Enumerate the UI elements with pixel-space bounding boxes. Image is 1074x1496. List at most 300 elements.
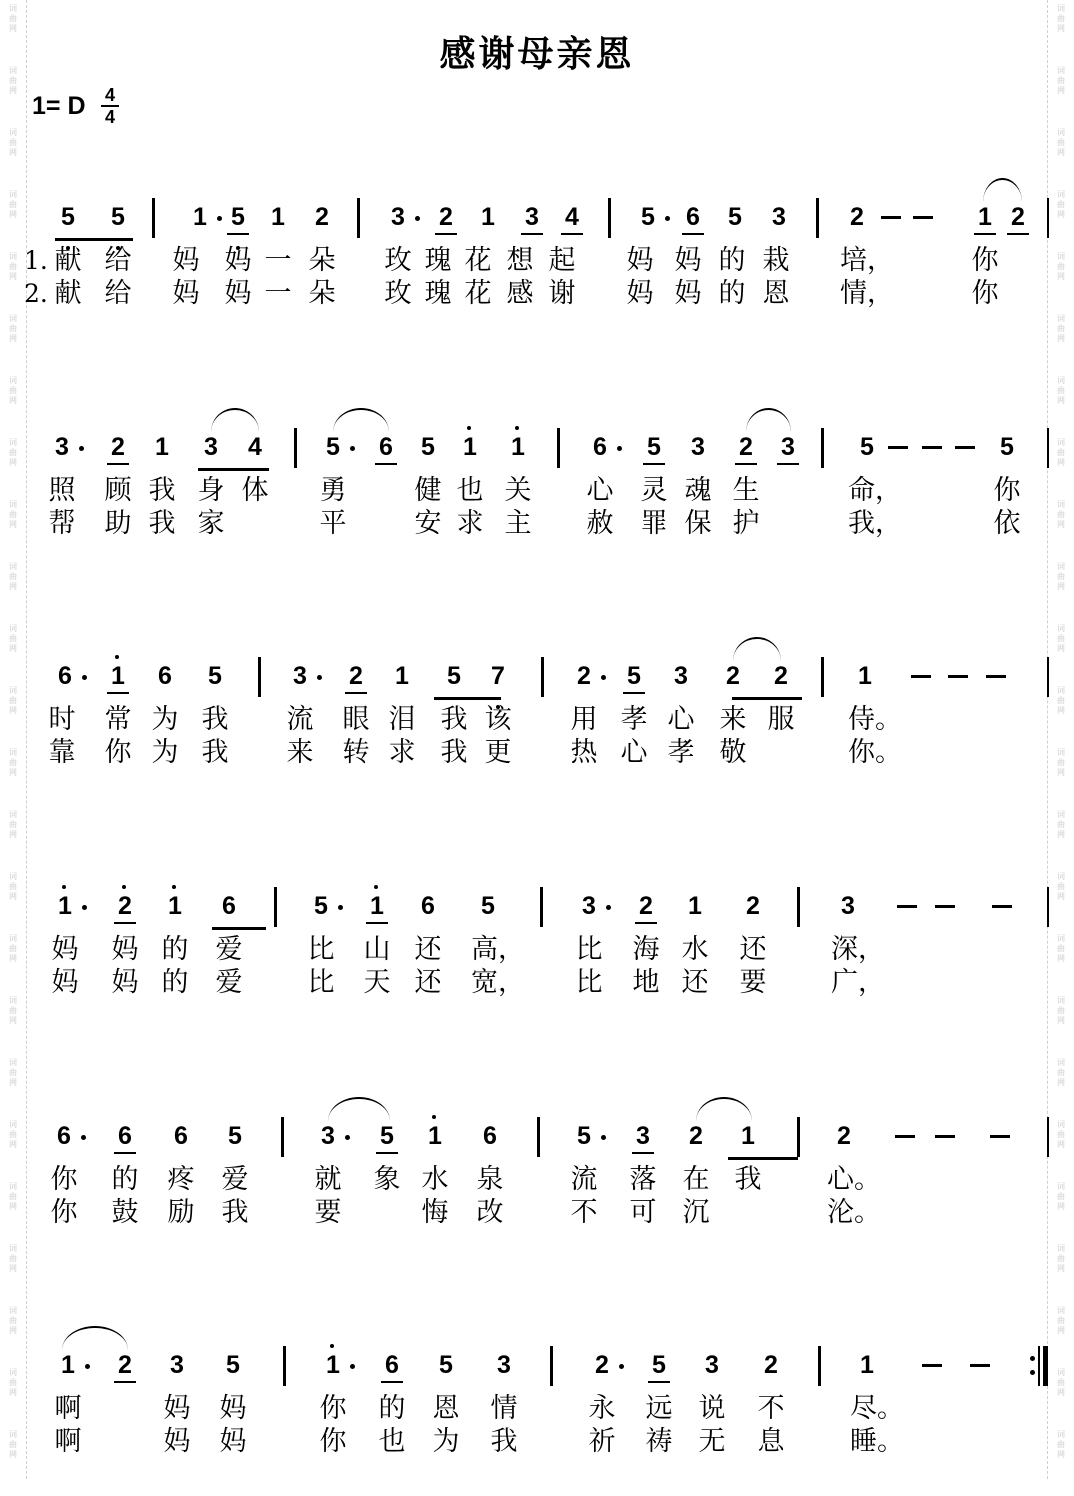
time-signature bbox=[99, 86, 121, 126]
jianpu-note bbox=[640, 432, 668, 468]
note-digit: 1 bbox=[111, 662, 125, 690]
lyric-char: 体 bbox=[241, 475, 269, 506]
lyric-char: 水 bbox=[421, 1164, 449, 1195]
lyric-char: 要 bbox=[314, 1197, 342, 1228]
score-system bbox=[0, 887, 1074, 1037]
jianpu-note bbox=[575, 891, 603, 927]
note-digit: 1 bbox=[271, 203, 285, 231]
slur-arc bbox=[211, 408, 259, 432]
lyric-char: 地 bbox=[632, 967, 660, 998]
jianpu-note bbox=[757, 1350, 785, 1386]
augmentation-dot bbox=[217, 216, 222, 221]
slur-arc bbox=[733, 637, 781, 661]
lyric-char: 赦 bbox=[586, 508, 614, 539]
note-digit: 1 bbox=[395, 662, 409, 690]
barline bbox=[1047, 657, 1049, 697]
lyric-char: 服 bbox=[767, 704, 795, 735]
jianpu-note bbox=[739, 891, 767, 927]
lyric-char: 比 bbox=[575, 934, 603, 965]
watermark-text: 词 曲 网 bbox=[9, 872, 17, 901]
note-digit: 5 bbox=[481, 892, 495, 920]
octave-up-dot bbox=[432, 1115, 436, 1119]
lyric-char: 护 bbox=[732, 508, 760, 539]
lyric-char: 水 bbox=[681, 934, 709, 965]
time-signature-top: 4 bbox=[104, 85, 115, 105]
jianpu-note bbox=[51, 661, 79, 697]
lyric-char: 妈 bbox=[626, 245, 654, 276]
jianpu-note bbox=[50, 1121, 78, 1157]
lyric-char: 宽， bbox=[471, 967, 525, 998]
barline bbox=[1047, 1117, 1049, 1157]
jianpu-note bbox=[224, 202, 252, 238]
jianpu-note bbox=[570, 661, 598, 697]
lyric-char: 用 bbox=[570, 704, 598, 735]
eighth-underline bbox=[114, 922, 136, 924]
watermark-text: 词 曲 网 bbox=[1057, 4, 1065, 33]
jianpu-note bbox=[197, 432, 225, 468]
lyric-char: 眼 bbox=[342, 704, 370, 735]
watermark-text: 词 曲 网 bbox=[1057, 748, 1065, 777]
jianpu-note bbox=[104, 432, 132, 468]
jianpu-note bbox=[684, 432, 712, 468]
lyric-char: 照 bbox=[48, 475, 76, 506]
barline bbox=[608, 198, 611, 238]
lyric-char: 心 bbox=[620, 737, 648, 768]
note-digit: 5 bbox=[326, 433, 340, 461]
lyric-char: 还 bbox=[739, 934, 767, 965]
jianpu-note bbox=[853, 432, 881, 468]
eighth-underline bbox=[521, 233, 543, 235]
jianpu-note bbox=[432, 202, 460, 238]
note-digit: 2 bbox=[349, 662, 363, 690]
lyric-char: 求 bbox=[388, 737, 416, 768]
jianpu-note bbox=[679, 202, 707, 238]
lyric-char: 谢 bbox=[548, 278, 576, 309]
jianpu-note bbox=[201, 661, 229, 697]
sustain-dash bbox=[922, 446, 942, 449]
lyric-char: 妈 bbox=[163, 1426, 191, 1457]
note-digit: 6 bbox=[118, 1122, 132, 1150]
eighth-underline bbox=[375, 463, 397, 465]
eighth-underline bbox=[974, 233, 996, 235]
key-signature: 1= D bbox=[32, 92, 86, 120]
note-digit: 2 bbox=[837, 1122, 851, 1150]
lyric-char: 花 bbox=[464, 278, 492, 309]
note-digit: 2 bbox=[111, 433, 125, 461]
note-digit: 3 bbox=[582, 892, 596, 920]
note-digit: 3 bbox=[525, 203, 539, 231]
jianpu-note bbox=[48, 432, 76, 468]
lyric-char: 比 bbox=[575, 967, 603, 998]
lyric-char: 象 bbox=[373, 1164, 401, 1195]
lyric-char: 想 bbox=[506, 245, 534, 276]
note-digit: 6 bbox=[385, 1351, 399, 1379]
score-system bbox=[0, 1346, 1074, 1496]
lyric-char: 的 bbox=[718, 245, 746, 276]
jianpu-note bbox=[681, 891, 709, 927]
sustain-dash bbox=[986, 675, 1006, 678]
lyric-char: 妈 bbox=[674, 278, 702, 309]
beam-line bbox=[434, 697, 501, 700]
lyric-char: 我 bbox=[490, 1426, 518, 1457]
verse-number: 2. bbox=[24, 279, 48, 308]
jianpu-note bbox=[421, 1121, 449, 1157]
augmentation-dot bbox=[85, 1364, 90, 1369]
jianpu-note bbox=[286, 661, 314, 697]
lyric-char: 的 bbox=[111, 1164, 139, 1195]
watermark-text: 词 曲 网 bbox=[1057, 1306, 1065, 1335]
lyric-char: 你。 bbox=[848, 737, 902, 768]
note-digit: 2 bbox=[118, 1351, 132, 1379]
eighth-underline bbox=[435, 233, 457, 235]
jianpu-note bbox=[682, 1121, 710, 1157]
note-digit: 3 bbox=[781, 433, 795, 461]
watermark-text: 词 曲 网 bbox=[9, 500, 17, 529]
jianpu-note bbox=[54, 1350, 82, 1386]
jianpu-note bbox=[363, 891, 391, 927]
lyric-char: 妈 bbox=[172, 278, 200, 309]
lyric-char: 流 bbox=[286, 704, 314, 735]
augmentation-dot bbox=[79, 446, 84, 451]
watermark-text: 词 曲 网 bbox=[9, 1306, 17, 1335]
lyric-char: 恩 bbox=[762, 278, 790, 309]
lyric-char: 灵 bbox=[640, 475, 668, 506]
watermark-text: 词 曲 网 bbox=[9, 1120, 17, 1149]
jianpu-note bbox=[111, 1121, 139, 1157]
lyric-char: 妈 bbox=[219, 1393, 247, 1424]
octave-up-dot bbox=[115, 655, 119, 659]
watermark-text: 词 曲 网 bbox=[9, 624, 17, 653]
lyric-char: 妈 bbox=[51, 967, 79, 998]
note-digit: 3 bbox=[772, 203, 786, 231]
note-digit: 5 bbox=[652, 1351, 666, 1379]
watermark-text: 词 曲 网 bbox=[1057, 996, 1065, 1025]
lyric-char: 妈 bbox=[163, 1393, 191, 1424]
eighth-underline bbox=[376, 1152, 398, 1154]
sustain-dash bbox=[935, 1135, 955, 1138]
score-system bbox=[0, 428, 1074, 578]
jianpu-note bbox=[163, 1350, 191, 1386]
note-digit: 5 bbox=[380, 1122, 394, 1150]
note-digit: 1 bbox=[978, 203, 992, 231]
note-digit: 6 bbox=[686, 203, 700, 231]
note-digit: 3 bbox=[674, 662, 688, 690]
sustain-dash bbox=[922, 1364, 942, 1367]
augmentation-dot bbox=[338, 905, 343, 910]
note-digit: 5 bbox=[226, 1351, 240, 1379]
lyric-char: 主 bbox=[504, 508, 532, 539]
lyric-char: 一 bbox=[264, 245, 292, 276]
note-digit: 1 bbox=[463, 433, 477, 461]
watermark-text: 词 曲 网 bbox=[9, 562, 17, 591]
lyric-char: 我 bbox=[148, 508, 176, 539]
barline bbox=[258, 657, 261, 697]
lyric-char: 玫 bbox=[384, 278, 412, 309]
slur-arc bbox=[696, 1097, 752, 1121]
lyric-char: 顾 bbox=[104, 475, 132, 506]
eighth-underline bbox=[735, 463, 757, 465]
jianpu-note bbox=[629, 1121, 657, 1157]
note-digit: 6 bbox=[58, 662, 72, 690]
jianpu-note bbox=[851, 661, 879, 697]
sustain-dash bbox=[955, 446, 975, 449]
watermark-text: 词 曲 网 bbox=[1057, 500, 1065, 529]
jianpu-note bbox=[570, 1121, 598, 1157]
lyric-char: 妈 bbox=[111, 934, 139, 965]
lyric-char: 山 bbox=[363, 934, 391, 965]
jianpu-note bbox=[151, 661, 179, 697]
beam-line bbox=[728, 1157, 798, 1160]
lyric-char: 还 bbox=[414, 934, 442, 965]
sustain-dash bbox=[895, 1135, 915, 1138]
jianpu-note bbox=[1004, 202, 1032, 238]
watermark-text: 词 曲 网 bbox=[1057, 66, 1065, 95]
octave-up-dot bbox=[330, 1344, 334, 1348]
watermark-text: 词 曲 网 bbox=[1057, 562, 1065, 591]
barline bbox=[557, 428, 560, 468]
lyric-char: 关 bbox=[504, 475, 532, 506]
jianpu-note bbox=[432, 1350, 460, 1386]
eighth-underline bbox=[381, 1381, 403, 1383]
sustain-dash bbox=[992, 905, 1012, 908]
lyric-char: 不 bbox=[570, 1197, 598, 1228]
barline bbox=[797, 1117, 800, 1157]
lyric-char: 爱 bbox=[221, 1164, 249, 1195]
jianpu-note bbox=[456, 432, 484, 468]
note-digit: 5 bbox=[421, 433, 435, 461]
note-digit: 1 bbox=[61, 1351, 75, 1379]
lyric-char: 比 bbox=[307, 934, 335, 965]
lyric-char: 生 bbox=[732, 475, 760, 506]
watermark-text: 词 曲 网 bbox=[9, 1368, 17, 1397]
note-digit: 2 bbox=[595, 1351, 609, 1379]
jianpu-note bbox=[264, 202, 292, 238]
note-digit: 3 bbox=[55, 433, 69, 461]
slur-arc bbox=[62, 1326, 128, 1350]
eighth-underline bbox=[632, 1152, 654, 1154]
barline bbox=[357, 198, 360, 238]
note-digit: 2 bbox=[639, 892, 653, 920]
jianpu-note bbox=[518, 202, 546, 238]
jianpu-note bbox=[414, 432, 442, 468]
lyric-char: 情， bbox=[840, 278, 894, 309]
jianpu-note bbox=[719, 661, 747, 697]
note-digit: 6 bbox=[421, 892, 435, 920]
jianpu-note bbox=[104, 202, 132, 238]
lyric-char: 你 bbox=[319, 1393, 347, 1424]
eighth-underline bbox=[623, 692, 645, 694]
barline bbox=[283, 1346, 286, 1386]
watermark-text: 词 曲 网 bbox=[9, 810, 17, 839]
lyric-char: 永 bbox=[588, 1393, 616, 1424]
note-digit: 1 bbox=[481, 203, 495, 231]
lyric-char: 海 bbox=[632, 934, 660, 965]
eighth-underline bbox=[107, 463, 129, 465]
watermark-text: 词 曲 网 bbox=[1057, 128, 1065, 157]
barline bbox=[550, 1346, 553, 1386]
time-signature-bottom: 4 bbox=[104, 107, 115, 127]
lyric-char: 悔 bbox=[421, 1197, 449, 1228]
lyric-char: 身 bbox=[197, 475, 225, 506]
jianpu-note bbox=[388, 661, 416, 697]
jianpu-note bbox=[474, 202, 502, 238]
slur-arc bbox=[333, 408, 389, 432]
sustain-dash bbox=[911, 675, 931, 678]
note-digit: 1 bbox=[326, 1351, 340, 1379]
lyric-char: 高， bbox=[471, 934, 525, 965]
sustain-dash bbox=[897, 905, 917, 908]
lyric-char: 时 bbox=[48, 704, 76, 735]
lyric-char: 更 bbox=[484, 737, 512, 768]
augmentation-dot bbox=[350, 446, 355, 451]
lyric-char: 沉 bbox=[682, 1197, 710, 1228]
barline bbox=[541, 657, 544, 697]
lyric-char: 花 bbox=[464, 245, 492, 276]
note-digit: 3 bbox=[391, 203, 405, 231]
barline bbox=[1047, 428, 1049, 468]
jianpu-note bbox=[484, 661, 512, 697]
lyric-char: 息 bbox=[757, 1426, 785, 1457]
repeat-thin-line bbox=[1038, 1346, 1040, 1386]
slur-arc bbox=[746, 408, 791, 432]
jianpu-note bbox=[476, 1121, 504, 1157]
watermark-text: 词 曲 网 bbox=[9, 1058, 17, 1087]
lyric-char: 热 bbox=[570, 737, 598, 768]
note-digit: 3 bbox=[170, 1351, 184, 1379]
note-digit: 3 bbox=[636, 1122, 650, 1150]
augmentation-dot bbox=[345, 1135, 350, 1140]
lyric-char: 你 bbox=[50, 1164, 78, 1195]
sustain-dash bbox=[888, 446, 908, 449]
song-title: 感谢母亲恩 bbox=[439, 33, 635, 75]
note-digit: 1 bbox=[58, 892, 72, 920]
jianpu-note bbox=[111, 891, 139, 927]
augmentation-dot bbox=[81, 1135, 86, 1140]
lyric-char: 我 bbox=[440, 737, 468, 768]
lyric-char: 感 bbox=[506, 278, 534, 309]
lyric-char: 沦。 bbox=[827, 1197, 881, 1228]
lyric-char: 还 bbox=[414, 967, 442, 998]
note-digit: 6 bbox=[483, 1122, 497, 1150]
verse-number: 1. bbox=[24, 246, 48, 275]
lyric-char: 罪 bbox=[640, 508, 668, 539]
note-digit: 1 bbox=[155, 433, 169, 461]
watermark-text: 词 曲 网 bbox=[9, 4, 17, 33]
watermark-text: 词 曲 网 bbox=[1057, 810, 1065, 839]
jianpu-note bbox=[241, 432, 269, 468]
lyric-char: 情 bbox=[490, 1393, 518, 1424]
jianpu-note bbox=[384, 202, 412, 238]
note-digit: 1 bbox=[741, 1122, 755, 1150]
beam-line bbox=[55, 238, 133, 241]
score-system bbox=[0, 1117, 1074, 1267]
eighth-underline bbox=[682, 233, 704, 235]
eighth-underline bbox=[777, 463, 799, 465]
jianpu-note bbox=[51, 891, 79, 927]
jianpu-note bbox=[834, 891, 862, 927]
lyric-char: 一 bbox=[264, 278, 292, 309]
lyric-char: 广， bbox=[831, 967, 885, 998]
lyric-char: 来 bbox=[719, 704, 747, 735]
lyric-char: 来 bbox=[286, 737, 314, 768]
sustain-dash bbox=[990, 1135, 1010, 1138]
note-digit: 2 bbox=[577, 662, 591, 690]
lyric-char: 妈 bbox=[219, 1426, 247, 1457]
note-digit: 3 bbox=[705, 1351, 719, 1379]
watermark-text: 词 曲 网 bbox=[9, 748, 17, 777]
lyric-char: 尽。 bbox=[850, 1393, 904, 1424]
barline bbox=[537, 1117, 540, 1157]
note-digit: 1 bbox=[858, 662, 872, 690]
augmentation-dot bbox=[317, 675, 322, 680]
jianpu-note bbox=[620, 661, 648, 697]
lyric-char: 命， bbox=[848, 475, 902, 506]
note-digit: 5 bbox=[111, 203, 125, 231]
sustain-dash bbox=[935, 905, 955, 908]
sustain-dash bbox=[970, 1364, 990, 1367]
note-digit: 5 bbox=[208, 662, 222, 690]
lyric-char: 我 bbox=[148, 475, 176, 506]
note-digit: 5 bbox=[447, 662, 461, 690]
lyric-char: 瑰 bbox=[424, 278, 452, 309]
jianpu-note bbox=[308, 202, 336, 238]
octave-up-dot bbox=[62, 885, 66, 889]
watermark-text: 词 曲 网 bbox=[9, 1244, 17, 1273]
lyric-char: 你 bbox=[319, 1426, 347, 1457]
watermark-text: 词 曲 网 bbox=[1057, 934, 1065, 963]
augmentation-dot bbox=[665, 216, 670, 221]
lyric-char: 我 bbox=[201, 704, 229, 735]
lyric-char: 帮 bbox=[48, 508, 76, 539]
barline bbox=[540, 887, 543, 927]
note-digit: 5 bbox=[1000, 433, 1014, 461]
lyric-char: 朵 bbox=[308, 278, 336, 309]
note-digit: 2 bbox=[774, 662, 788, 690]
jianpu-note bbox=[645, 1350, 673, 1386]
watermark-text: 词 曲 网 bbox=[9, 66, 17, 95]
lyric-char: 家 bbox=[197, 508, 225, 539]
note-digit: 5 bbox=[228, 1122, 242, 1150]
slur-arc bbox=[328, 1097, 390, 1121]
jianpu-note bbox=[372, 432, 400, 468]
repeat-dot bbox=[1030, 1356, 1035, 1361]
watermark-text: 词 曲 网 bbox=[9, 376, 17, 405]
note-digit: 1 bbox=[168, 892, 182, 920]
score-system bbox=[0, 657, 1074, 807]
eighth-underline bbox=[107, 692, 129, 694]
eighth-underline bbox=[366, 922, 388, 924]
lyric-char: 你 bbox=[50, 1197, 78, 1228]
barline bbox=[1047, 198, 1049, 238]
lyric-char: 献 bbox=[54, 278, 82, 309]
slur-arc bbox=[983, 178, 1022, 202]
jianpu-note bbox=[767, 661, 795, 697]
lyric-char: 为 bbox=[432, 1426, 460, 1457]
lyric-char: 妈 bbox=[111, 967, 139, 998]
note-digit: 5 bbox=[860, 433, 874, 461]
lyric-char: 孝 bbox=[667, 737, 695, 768]
lyric-char: 培， bbox=[840, 245, 894, 276]
jianpu-note bbox=[490, 1350, 518, 1386]
barline bbox=[274, 887, 277, 927]
repeat-end-barline bbox=[1028, 1346, 1048, 1386]
beam-line bbox=[198, 468, 269, 471]
note-digit: 6 bbox=[222, 892, 236, 920]
lyric-char: 在 bbox=[682, 1164, 710, 1195]
watermark-text: 词 曲 网 bbox=[1057, 1058, 1065, 1087]
note-digit: 1 bbox=[511, 433, 525, 461]
lyric-char: 妈 bbox=[224, 245, 252, 276]
